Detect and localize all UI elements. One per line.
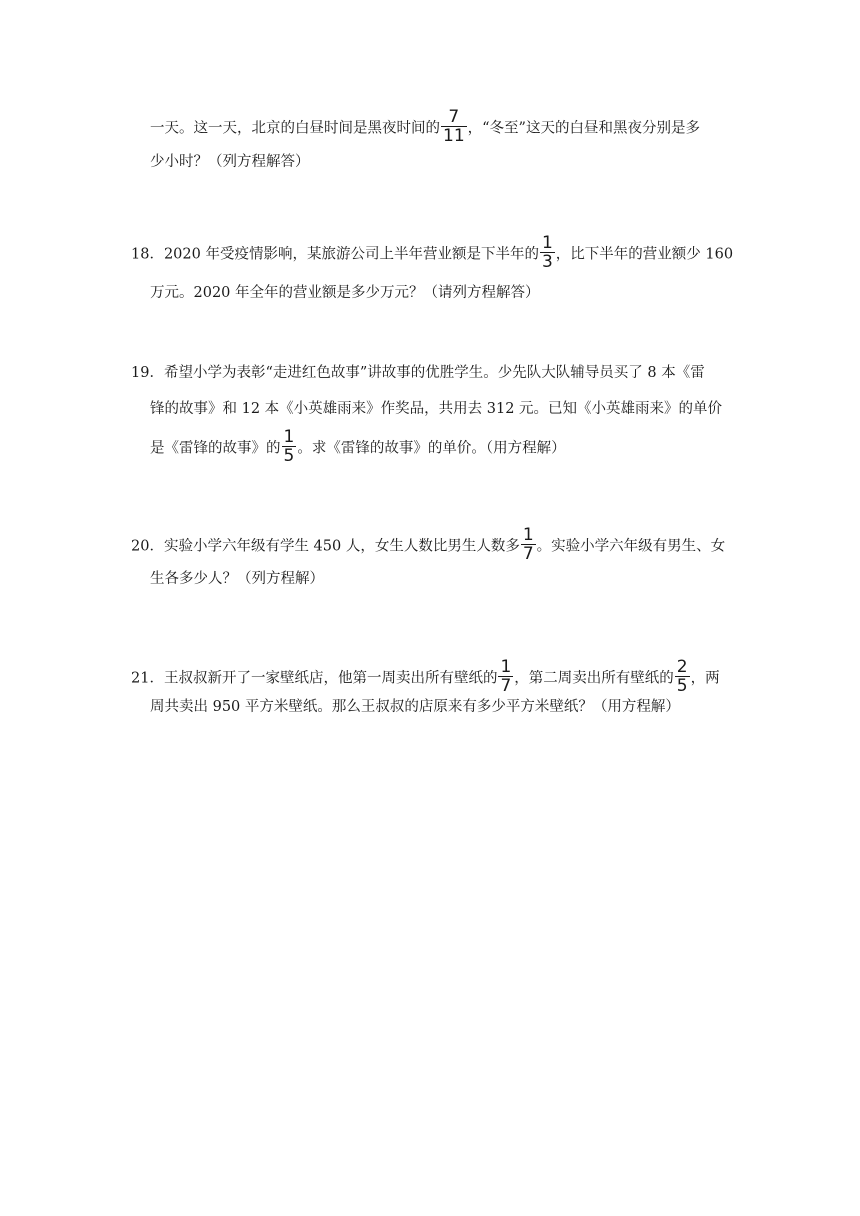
text-segment: 一天。这一天，北京的白昼时间是黑夜时间的 (150, 120, 440, 137)
problem-18-line-2 (150, 283, 735, 303)
problem-20-line-1 (131, 525, 726, 565)
fraction-numerator: 1 (522, 525, 534, 545)
fraction-numerator: 1 (283, 427, 295, 447)
text-segment: 21．王叔叔新开了一家壁纸店，他第一周卖出所有壁纸的 (131, 670, 498, 687)
text-segment: 生各多少人？（列方程解） (150, 571, 324, 587)
text-segment: 少小时？（列方程解答） (150, 154, 310, 170)
text-segment: 是《雷锋的故事》的 (150, 440, 281, 457)
text-segment: 锋的故事》和 12 本《小英雄雨来》作奖品，共用去 312 元。已知《小英雄雨来》的单价 (150, 401, 723, 417)
text-segment: ，比下半年的营业额少 160 (555, 246, 734, 263)
fraction-denominator: 11 (443, 126, 465, 146)
fraction (498, 658, 513, 695)
problem-18-line-1 (131, 233, 734, 273)
fraction-numerator: 7 (448, 107, 460, 127)
text-segment: ，第二周卖出所有壁纸的 (514, 670, 674, 687)
fraction (521, 526, 536, 563)
problem-21-line-1 (131, 657, 720, 697)
fraction-numerator: 1 (500, 657, 512, 677)
fraction (441, 108, 467, 145)
fraction-denominator: 5 (283, 446, 295, 466)
fraction-denominator: 3 (541, 252, 553, 272)
text-segment: 。求《雷锋的故事》的单价。（用方程解） (297, 440, 566, 457)
problem-17-line-2 (150, 152, 735, 172)
problem-19-line-2 (150, 399, 735, 419)
problem-17-line-1 (150, 107, 735, 147)
text-segment: ，两 (690, 670, 720, 687)
text-segment: 万元。2020 年全年的营业额是多少万元？（请列方程解答） (150, 285, 540, 301)
text-segment: 19．希望小学为表彰“走进红色故事”讲故事的优胜学生。少先队大队辅导员买了 8 本《雷 (131, 365, 705, 381)
text-segment: 周共卖出 950 平方米壁纸。那么王叔叔的店原来有多少平方米壁纸？（用方程解） (150, 699, 680, 715)
fraction-numerator: 2 (676, 657, 688, 677)
text-segment: 18．2020 年受疫情影响，某旅游公司上半年营业额是下半年的 (131, 246, 539, 263)
fraction (282, 428, 297, 465)
problem-19-line-3 (150, 427, 735, 467)
text-segment: ，“冬至”这天的白昼和黑夜分别是多 (467, 120, 700, 137)
problem-19-line-1 (131, 363, 716, 383)
text-segment: 。实验小学六年级有男生、女 (536, 538, 726, 555)
fraction-numerator: 1 (541, 233, 553, 253)
fraction (540, 234, 555, 271)
fraction-denominator: 7 (500, 676, 512, 696)
problem-21-line-2 (150, 697, 735, 717)
text-segment: 20．实验小学六年级有学生 450 人，女生人数比男生人数多 (131, 538, 520, 555)
fraction-denominator: 7 (522, 544, 534, 564)
problem-20-line-2 (150, 569, 735, 589)
fraction (675, 658, 690, 695)
fraction-denominator: 5 (676, 676, 688, 696)
